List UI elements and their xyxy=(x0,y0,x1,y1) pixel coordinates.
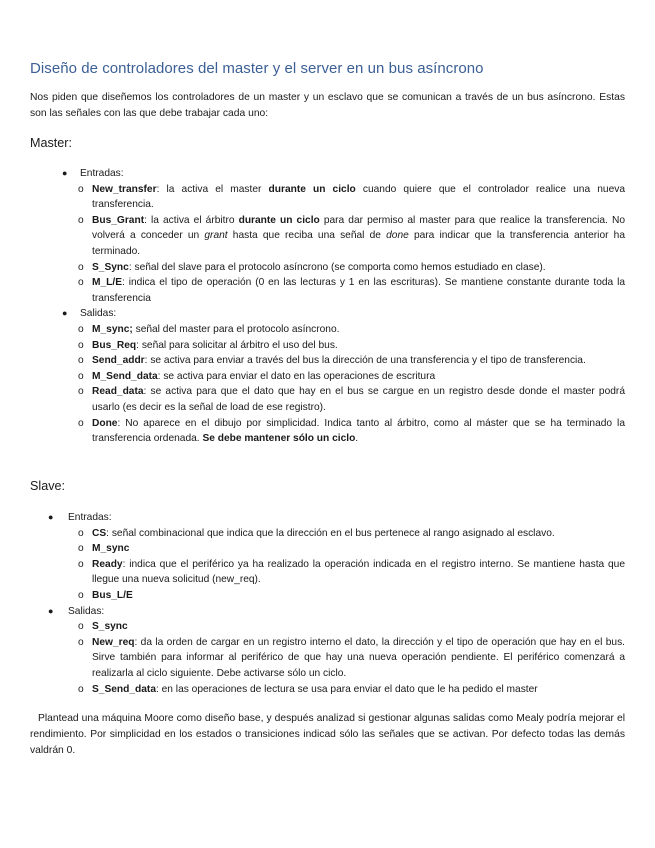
master-signal-list xyxy=(30,166,625,447)
signal-name: S_Send_data xyxy=(92,683,156,695)
signal-name: Ready xyxy=(92,558,123,570)
signal-name: New_req xyxy=(92,636,135,648)
signal-name: Send_addr xyxy=(92,355,145,367)
circle-bullet-icon: o xyxy=(78,589,84,601)
circle-bullet-icon: o xyxy=(78,323,84,335)
circle-bullet-icon: o xyxy=(78,417,84,429)
master-entradas-label: Entradas: xyxy=(80,168,124,179)
circle-bullet-icon: o xyxy=(78,370,84,382)
circle-bullet-icon: o xyxy=(78,261,84,273)
signal-name: S_sync xyxy=(92,621,128,633)
master-output-item: o Bus_Req: señal para solicitar al árbitro el uso del bus. xyxy=(30,338,625,354)
master-output-item: o Send_addr: se activa para enviar a través del bus la dirección de una transferencia y el tipo de transferencia. xyxy=(30,353,625,369)
signal-name: New_transfer xyxy=(92,183,157,195)
slave-output-item: o New_req: da la orden de cargar en un registro interno el dato, la dirección y el tipo de operación que hay en el bus. Sirve también para informar al periférico de que hay una nueva operación pendiente. El periférico comenzará a realizarla al ciclo siguiente. Debe activarse sólo un ciclo. xyxy=(78,636,625,679)
slave-entradas-group xyxy=(30,510,625,526)
signal-name: Bus_Req xyxy=(92,339,137,351)
signal-name: M_sync; xyxy=(92,323,133,335)
bullet-icon: ● xyxy=(62,308,68,319)
circle-bullet-icon: o xyxy=(78,527,84,539)
circle-bullet-icon: o xyxy=(78,214,84,226)
circle-bullet-icon: o xyxy=(78,339,84,351)
slave-heading: Slave: xyxy=(30,479,66,493)
intro-paragraph: Nos piden que diseñemos los controladores de un master y un esclavo que se comunican a través de un bus asíncrono. Estas son las señales con las que debe trabajar cada uno: xyxy=(30,92,625,119)
closing-paragraph: Plantead una máquina Moore como diseño base, y después analizad si gestionar algunas salidas como Mealy podría mejorar el rendimiento. Por simplicidad en los estados o transiciones indicad sólo las señales que se activan. Por defecto todas las demás valdrán 0. xyxy=(30,713,625,756)
master-salidas-group xyxy=(30,306,625,322)
bullet-icon: ● xyxy=(48,512,54,522)
master-input-item: o S_Sync: señal del slave para el protocolo asíncrono (se comporta como hemos estudiado en clase). xyxy=(30,260,625,276)
master-salidas-label: Salidas: xyxy=(80,308,117,320)
slave-salidas-group xyxy=(30,604,625,620)
signal-name: Bus_Grant xyxy=(92,214,145,226)
signal-name: M_Send_data xyxy=(92,370,158,382)
slave-output-item xyxy=(30,619,625,635)
bullet-icon: ● xyxy=(62,168,68,178)
circle-bullet-icon: o xyxy=(78,621,84,633)
page-title: Diseño de controladores del master y el server en un bus asíncrono xyxy=(30,60,484,77)
circle-bullet-icon: o xyxy=(78,277,84,289)
master-entradas-group xyxy=(30,166,625,182)
master-output-item: o Read_data: se activa para que el dato que hay en el bus se cargue en un registro desde donde el master podrá usarlo (es decir es la señal de load de ese registro). xyxy=(78,386,625,413)
signal-name: CS xyxy=(92,527,107,539)
circle-bullet-icon: o xyxy=(78,386,84,398)
circle-bullet-icon: o xyxy=(78,183,84,195)
slave-input-item: o CS: señal combinacional que indica que la dirección en el bus pertenece al rango asignado al esclavo. xyxy=(30,526,625,542)
master-input-item: o New_transfer: la activa el master durante un ciclo cuando quiere que el controlador realice una nueva transferencia. xyxy=(78,183,626,211)
circle-bullet-icon: o xyxy=(78,355,84,367)
master-input-item: o Bus_Grant: la activa el árbitro durante un ciclo para dar permiso al master para que realice la transferencia. No volverá a conceder un grant hasta que reciba una señal de done para indicar que la transferencia anterior ha terminado. xyxy=(78,214,625,257)
slave-input-item: o Ready: indica que el periférico ya ha realizado la operación indicada en el registro interno. Se mantiene hasta que llegue una nueva solicitud (new_req). xyxy=(78,558,625,586)
circle-bullet-icon: o xyxy=(78,683,84,695)
signal-name: S_Sync xyxy=(92,261,129,273)
circle-bullet-icon: o xyxy=(78,636,84,648)
master-output-item: o M_Send_data: se activa para enviar el dato en las operaciones de escritura xyxy=(30,369,625,385)
signal-name: Read_data xyxy=(92,386,144,398)
master-input-item: o M_L/E: indica el tipo de operación (0 en las lecturas y 1 en las escrituras). Se mantiene constante durante toda la transferencia xyxy=(78,277,625,304)
signal-name: M_sync xyxy=(92,543,130,555)
master-heading: Master: xyxy=(30,136,72,150)
slave-signal-list xyxy=(30,510,625,697)
bullet-icon: ● xyxy=(48,605,54,616)
master-output-item: o Done: No aparece en el dibujo por simplicidad. Indica tanto al árbitro, como al máster que se ha terminado la transferencia ordenada. Se debe mantener sólo un ciclo. xyxy=(78,417,625,445)
signal-name: Bus_L/E xyxy=(92,589,133,601)
slave-salidas-label: Salidas: xyxy=(68,605,105,617)
slave-input-item xyxy=(30,588,625,604)
slave-output-item: o S_Send_data: en las operaciones de lectura se usa para enviar el dato que le ha pedido el master xyxy=(30,682,625,698)
circle-bullet-icon: o xyxy=(78,558,84,570)
slave-input-item xyxy=(30,541,625,557)
master-output-item: o M_sync; señal del master para el protocolo asíncrono. xyxy=(30,322,625,338)
slave-entradas-label: Entradas: xyxy=(68,512,112,523)
signal-name: M_L/E xyxy=(92,277,123,289)
signal-name: Done xyxy=(92,417,118,429)
circle-bullet-icon: o xyxy=(78,543,84,555)
